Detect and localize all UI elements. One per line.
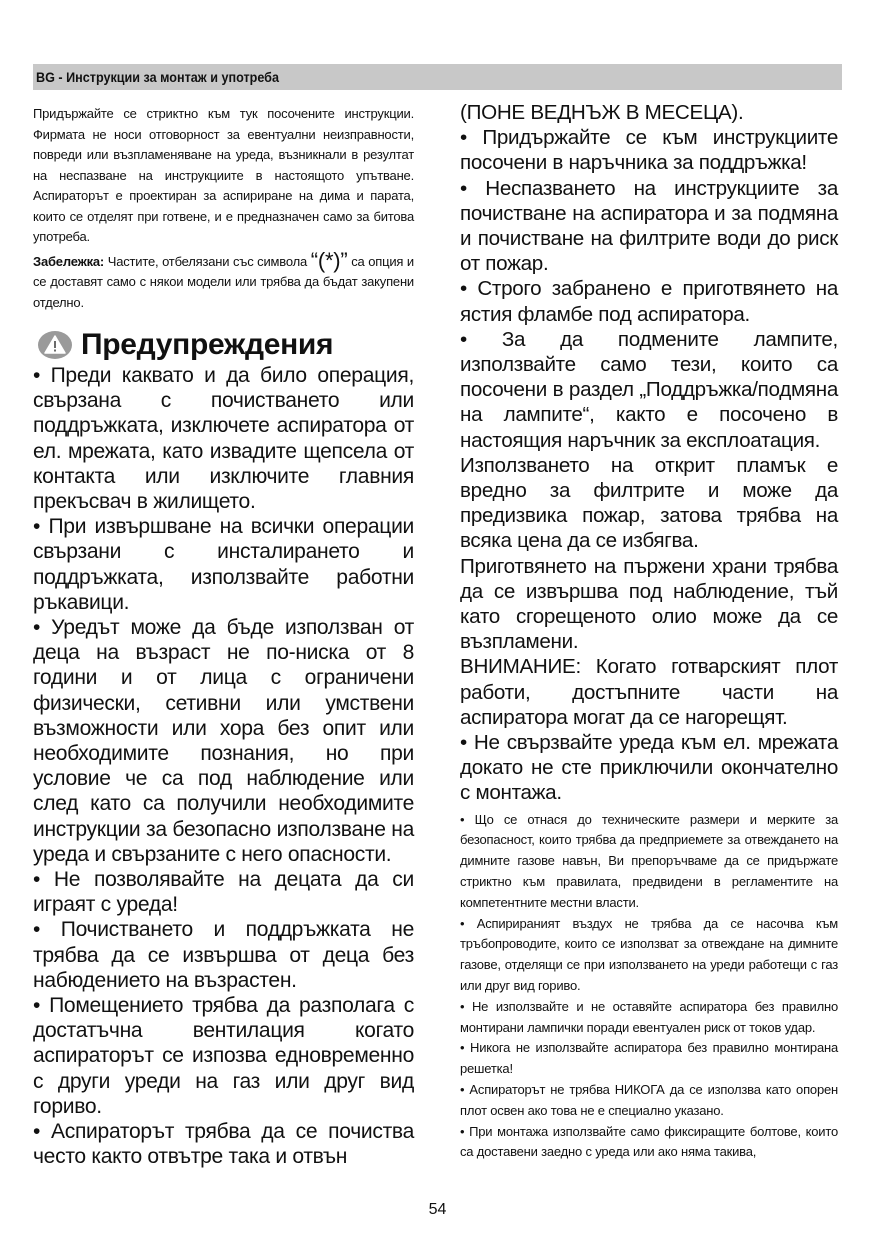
right-small-warnings-list: [460, 810, 838, 1164]
warning-paragraph: • Помещението трябва да разполага с достатъчна вентилация когато аспираторът се изпозва едновременно с други уреди на газ или друг вид гориво.: [33, 994, 414, 1118]
warning-paragraph: • Строго забранено е приготвянето на ястия фламбе под аспиратора.: [460, 277, 838, 326]
warning-paragraph: • При извършване на всички операции свързани с инсталирането и поддръжката, използвайте работни ръкавици.: [33, 515, 414, 614]
warning-paragraph: • Неспазването на инструкциите за почистване на аспиратора и за подмяна и почистване на филтрите води до риск от пожар.: [460, 176, 838, 276]
warning-triangle-icon: [37, 330, 73, 360]
page-number: 54: [428, 1201, 447, 1218]
page-header-title: BG - Инструкции за монтаж и употреба: [36, 69, 279, 85]
warnings-heading: [33, 329, 414, 361]
small-warning-paragraph: • Аспирираният въздух не трябва да се насочва към тръбопроводите, които се използват за отвеждане на димните газове, отделящи се при използването на уреди работещи с газ или друг вид гориво.: [460, 915, 838, 994]
note-text-before: Частите, отбелязани със символа: [107, 253, 308, 269]
warning-paragraph: Приготвянето на пържени храни трябва да се извършва под наблюдение, тъй като сгорещеното олио може да се възпламени.: [460, 554, 838, 654]
note-label: Забележка:: [33, 253, 105, 269]
warnings-title: Предупреждения: [81, 328, 334, 361]
small-warning-paragraph: • Никога не използвайте аспиратора без правилно монтирана решетка!: [460, 1040, 838, 1077]
left-warnings-list: [33, 363, 414, 1170]
warning-paragraph: Използването на открит пламък е вредно за филтрите и може да предизвика пожар, затова трябва на всяка цена да се избягва.: [460, 453, 838, 553]
warning-paragraph: • Преди каквато и да било операция, свързана с почистването или поддръжката, изключете аспиратора от ел. мрежата, като извадите щепсела от контакта или изключите главния прекъсвач в жилището.: [33, 364, 414, 514]
warning-paragraph: • Не позволявайте на децата да си играят с уреда!: [33, 868, 414, 917]
warning-paragraph: • Придържайте се към инструкциите посочени в наръчника за поддръжка!: [460, 126, 838, 175]
warning-paragraph: • Не свързвайте уреда към ел. мрежата докато не сте приключили окончателно с монтажа.: [460, 731, 838, 805]
left-column: [33, 100, 414, 1170]
warning-paragraph: ВНИМАНИЕ: Когато готварският плот работи, достъпните части на аспиратора могат да се нагорещят.: [460, 655, 838, 729]
small-warning-paragraph: • Що се отнася до техническите размери и мерките за безопасност, които трябва да предприемете за отвеждането на димните газове навън, Ви препоръчваме да се придържате стриктно към правилата, предвидени в регламентите на компетентните местни власти.: [460, 811, 838, 910]
right-warnings-list: [460, 100, 838, 806]
warning-paragraph: • Аспираторът трябва да се почиства често както отвътре така и отвън: [33, 1120, 414, 1169]
warning-paragraph: (ПОНЕ ВЕДНЪЖ В МЕСЕЦА).: [460, 101, 744, 124]
optional-symbol: “(*)”: [310, 247, 348, 273]
warning-paragraph: • Уредът може да бъде използван от деца на възраст не по-ниска от 8 години и от лица с ограничени физически, сетивни или умствени възможности или хора без опит или необходимите познания, но при условие че са под наблюдение или след като са получили необходимите инструкции за безопасно използване на уреда и свързаните с него опасности.: [33, 616, 414, 866]
intro-paragraph: Придържайте се стриктно към тук посочените инструкции. Фирмата не носи отговорност за евентуални неизправности, повреди или възпламеняване на уреда, възникнали в резултат на неспазване на инструкциите в настоящото упътване. Аспираторът е проектиран за аспириране на дима и парата, които се отделят при готвене, и е предназначен само за битова употреба.: [33, 106, 414, 244]
small-warning-paragraph: • Аспираторът не трябва НИКОГА да се използва като опорен плот освен ако това не е специално указано.: [460, 1082, 838, 1118]
note-paragraph: [33, 247, 414, 314]
small-warning-paragraph: • Не използвайте и не оставяйте аспиратора без правилно монтирани лампички поради евентуален риск от токов удар.: [460, 998, 838, 1035]
small-warning-paragraph: • При монтажа използвайте само фиксиращите болтове, които са доставени заедно с уреда или ако няма такива,: [460, 1123, 838, 1160]
warning-paragraph: • Почистването и поддръжката не трябва да се извършва от деца без набюдението на възрастен.: [33, 918, 414, 992]
note-text-after: са опция и се доставят само с някои модели или трябва да бъдат закупени отделно.: [33, 253, 414, 310]
right-column: [460, 100, 838, 1163]
warning-paragraph: • За да подмените лампите, използвайте само тези, които са посочени в раздел „Поддръжка/подмяна на лампите“, както е посочено в настоящия наръчник за експлоатация.: [460, 327, 838, 452]
